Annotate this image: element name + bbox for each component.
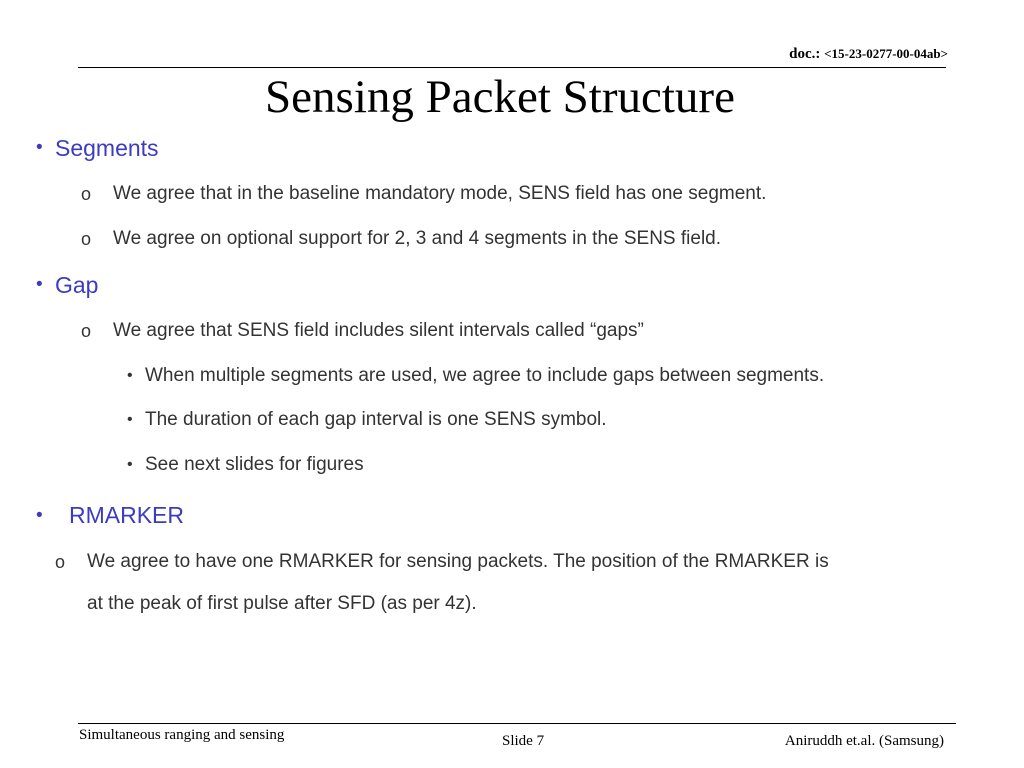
gap-subitem-3: See next slides for figures [145, 454, 364, 475]
circle-bullet-icon: o [55, 552, 66, 572]
circle-bullet-icon: o [81, 184, 92, 204]
segments-heading: Segments [55, 135, 159, 161]
sub-bullet-icon: • [127, 456, 133, 473]
doc-number: <15-23-0277-00-04ab> [824, 46, 948, 61]
segments-item-2: We agree on optional support for 2, 3 and 4 segments in the SENS field. [113, 228, 722, 249]
slide-number: Slide 7 [502, 733, 545, 749]
doc-prefix: doc.: [789, 46, 821, 62]
sub-bullet-icon: • [127, 367, 133, 384]
gap-heading: Gap [55, 272, 99, 298]
bullet-icon: • [36, 137, 43, 158]
gap-subitem-1: When multiple segments are used, we agree to include gaps between segments. [145, 365, 825, 386]
footer-divider [78, 723, 956, 724]
header-divider [78, 67, 946, 68]
footer-left: Simultaneous ranging and sensing [79, 727, 285, 743]
bullet-icon: • [36, 274, 43, 295]
circle-bullet-icon: o [81, 321, 92, 341]
circle-bullet-icon: o [81, 229, 92, 249]
segments-item-1: We agree that in the baseline mandatory mode, SENS field has one segment. [113, 183, 767, 204]
rmarker-item-line-2: at the peak of first pulse after SFD (as per 4z). [87, 593, 477, 614]
rmarker-item-line-1: We agree to have one RMARKER for sensing packets. The position of the RMARKER is [87, 551, 829, 572]
bullet-icon: • [36, 505, 43, 526]
gap-item: We agree that SENS field includes silent intervals called “gaps” [113, 320, 644, 341]
gap-subitem-2: The duration of each gap interval is one SENS symbol. [145, 409, 607, 430]
slide-title: Sensing Packet Structure [265, 71, 735, 123]
document-id [789, 46, 948, 63]
footer-author: Aniruddh et.al. (Samsung) [784, 733, 944, 749]
sub-bullet-icon: • [127, 411, 133, 428]
rmarker-heading: RMARKER [69, 502, 185, 528]
